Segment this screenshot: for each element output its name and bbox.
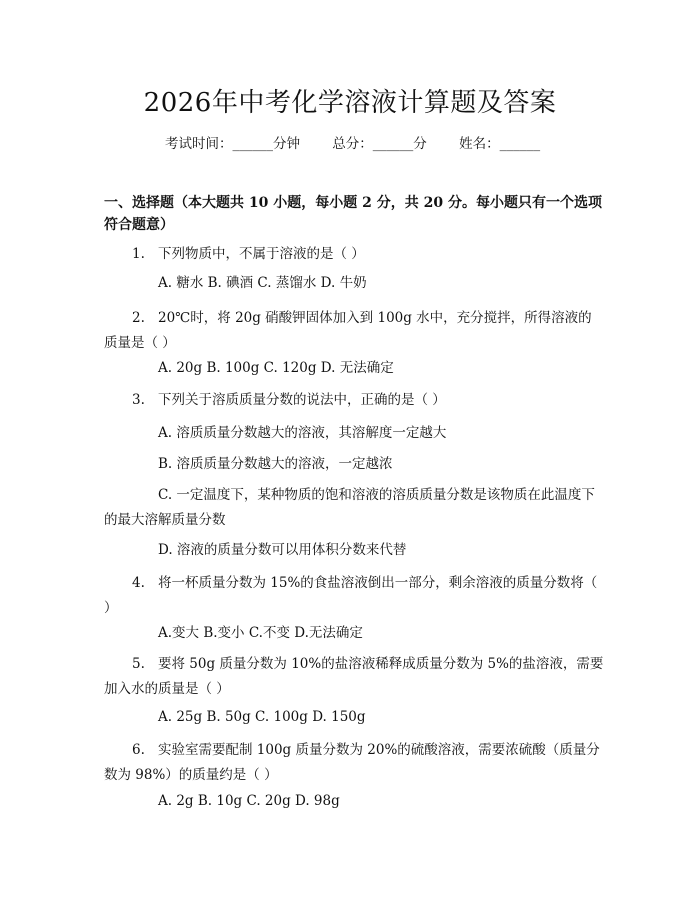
question-text: 下列关于溶质质量分数的说法中，正确的是（ ）: [158, 392, 446, 408]
question-1: [104, 242, 604, 267]
question-number: 1.: [132, 246, 145, 262]
question-6-options: A. 2g B. 10g C. 20g D. 98g: [158, 793, 340, 809]
question-number: 4.: [132, 575, 145, 591]
exam-time: 考试时间：______分钟: [165, 136, 300, 152]
question-3-option-d: D. 溶液的质量分数可以用体积分数来代替: [158, 542, 407, 558]
question-2: [104, 306, 604, 356]
question-3-option-a: A. 溶质质量分数越大的溶液，其溶解度一定越大: [158, 425, 447, 441]
question-3-option-c: C. 一定温度下，某种物质的饱和溶液的溶质质量分数是该物质在此温度下的最大溶解质量分数: [104, 487, 595, 528]
section-number: 一、: [104, 195, 132, 211]
question-number: 2.: [132, 310, 145, 326]
exam-meta: [165, 132, 568, 152]
question-number: 5.: [132, 656, 145, 672]
question-text: 实验室需要配制 100g 质量分数为 20%的硫酸溶液，需要浓硫酸（质量分数为 98%）的质量约是（ ）: [104, 742, 600, 783]
question-text: 下列物质中，不属于溶液的是（ ）: [158, 246, 365, 262]
page-title: 2026年中考化学溶液计算题及答案: [143, 88, 557, 118]
question-5: [104, 652, 604, 702]
question-5-options: A. 25g B. 50g C. 100g D. 150g: [158, 709, 366, 725]
question-text: 20℃时，将 20g 硝酸钾固体加入到 100g 水中，充分搅拌，所得溶液的质量是（ ）: [104, 310, 592, 351]
question-text: 要将 50g 质量分数为 10%的盐溶液稀释成质量分数为 5%的盐溶液，需要加入水的质量是（ ）: [104, 656, 604, 697]
question-3-option-b: B. 溶质质量分数越大的溶液，一定越浓: [158, 456, 393, 472]
question-number: 6.: [132, 742, 145, 758]
question-text: 将一杯质量分数为 15%的食盐溶液倒出一部分，剩余溶液的质量分数将（ ）: [104, 575, 598, 616]
question-4-options: A.变大 B.变小 C.不变 D.无法确定: [158, 625, 363, 641]
section-text: 选择题（本大题共 10 小题，每小题 2 分，共 20 分。每小题只有一个选项符合题意）: [104, 195, 602, 233]
question-3: [104, 388, 604, 413]
student-name: 姓名：______: [459, 136, 541, 152]
question-6: [104, 738, 604, 788]
question-2-options: A. 20g B. 100g C. 120g D. 无法确定: [158, 360, 394, 376]
question-number: 3.: [132, 392, 145, 408]
exam-score: 总分：______分: [332, 136, 427, 152]
question-1-options: A. 糖水 B. 碘酒 C. 蒸馏水 D. 牛奶: [158, 275, 367, 291]
question-4: [104, 571, 604, 621]
section-heading: [104, 192, 604, 236]
